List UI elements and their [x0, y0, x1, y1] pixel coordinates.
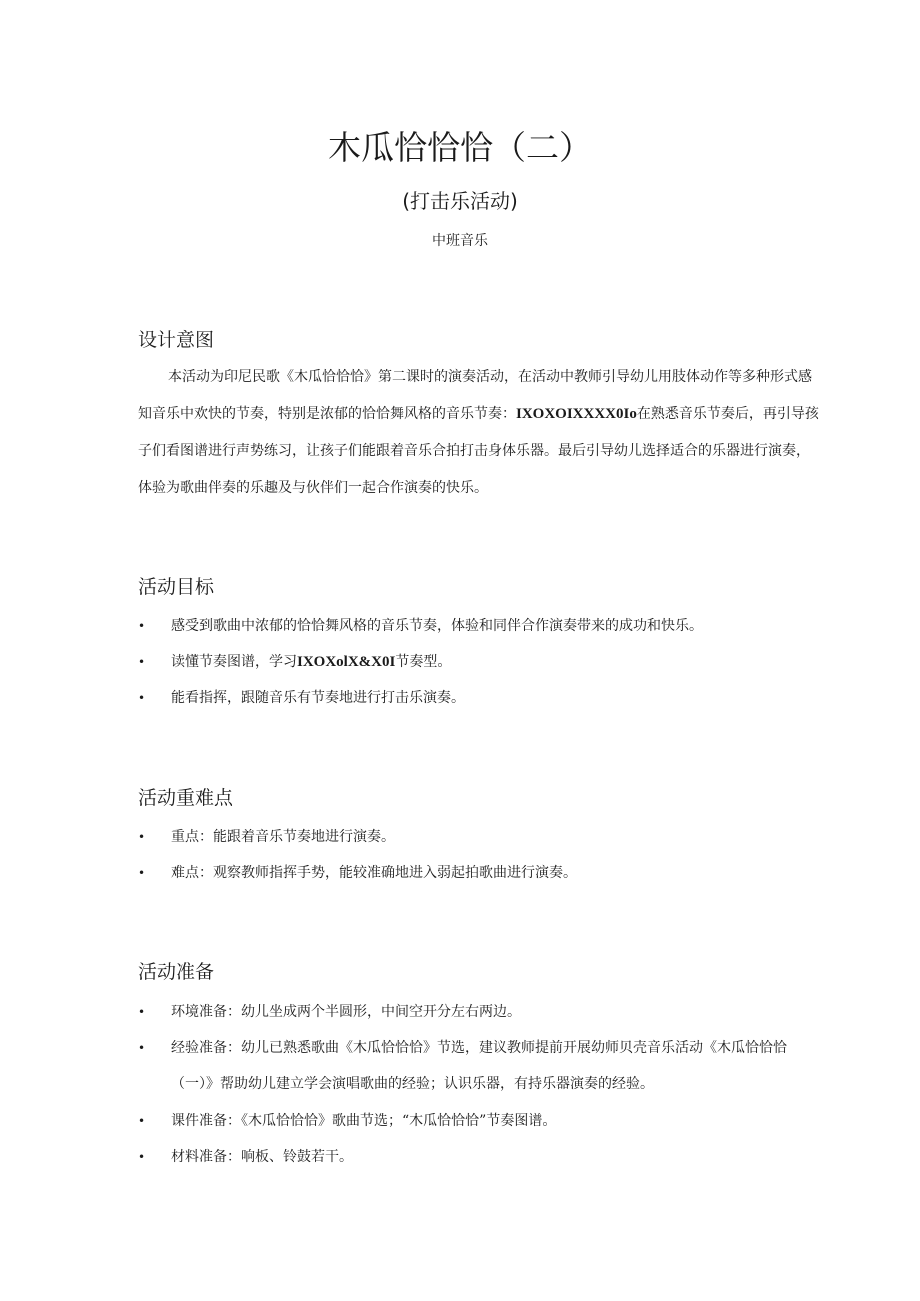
document-category: 中班音乐 — [432, 233, 488, 249]
section-heading-design: 设计意图 — [138, 329, 215, 351]
keypoint-item-text: 重点：能跟着音乐节奏地进行演奏。 — [171, 829, 395, 845]
prep-item — [138, 1103, 822, 1139]
document-subtitle: (打击乐活动) — [402, 189, 518, 213]
section-heading-goals: 活动目标 — [138, 576, 215, 598]
bullet-icon: • — [138, 691, 146, 705]
bullet-icon: • — [138, 1005, 146, 1019]
prep-item — [138, 1030, 822, 1102]
goal-item — [138, 608, 822, 644]
prep-item-text: 环境准备：幼儿坐成两个半圆形，中间空开分左右两边。 — [171, 1004, 521, 1020]
goal-item — [138, 680, 822, 716]
prep-item-text: 经验准备：幼儿已熟悉歌曲《木瓜恰恰恰》节选，建议教师提前开展幼师贝壳音乐活动《木瓜恰恰恰（一）》帮助幼儿建立学会演唱歌曲的经验；认识乐器，有持乐器演奏的经验。 — [171, 1040, 787, 1092]
bullet-icon: • — [138, 830, 146, 844]
bullet-icon: • — [138, 1114, 146, 1128]
design-paragraph — [138, 359, 822, 507]
design-rhythm: IXOXOIXXXX0Io — [516, 406, 637, 422]
goal-item-text — [171, 644, 822, 680]
design-text-part1: 本活动为印尼民歌《木瓜恰恰恰》第二课时的演奏活动，在活动中教师引导幼儿用肢体动作等多种形式感知音乐中欢快的节奏，特别是浓郁的恰恰舞风格的音乐节奏： — [138, 369, 812, 422]
section-heading-prep: 活动准备 — [138, 961, 215, 983]
bullet-icon: • — [138, 619, 146, 633]
prep-item-text: 课件准备：《木瓜恰恰恰》歌曲节选；“木瓜恰恰恰”节奏图谱。 — [171, 1113, 557, 1129]
prep-item — [138, 1139, 822, 1175]
goal-item-text: 能看指挥，跟随音乐有节奏地进行打击乐演奏。 — [171, 690, 465, 706]
keypoint-item — [138, 855, 822, 891]
prep-item — [138, 994, 822, 1030]
document-title: 木瓜恰恰恰（二） — [328, 128, 592, 167]
design-text-part2: 在熟悉音乐节奏后，再引导孩子们看图谱进行声势练习，让孩子们能跟着音乐合拍打击身体乐器。最后引导幼儿选择适合的乐器进行演奏，体验为歌曲伴奏的乐趣及与伙伴们一起合作演奏的快乐。 — [138, 406, 819, 496]
goal-item-text-suffix: 节奏型。 — [395, 654, 452, 670]
bullet-icon: • — [138, 866, 146, 880]
bullet-icon: • — [138, 655, 146, 669]
goal-rhythm: IXOXolX&X0I — [297, 654, 396, 670]
section-heading-keypoints: 活动重难点 — [138, 787, 234, 809]
bullet-icon: • — [138, 1041, 146, 1055]
bullet-icon: • — [138, 1150, 146, 1164]
keypoint-item — [138, 819, 822, 855]
goal-item-text: 感受到歌曲中浓郁的恰恰舞风格的音乐节奏，体验和同伴合作演奏带来的成功和快乐。 — [171, 618, 703, 634]
keypoint-item-text: 难点：观察教师指挥手势，能较准确地进入弱起拍歌曲进行演奏。 — [171, 865, 577, 881]
prep-item-text: 材料准备：响板、铃鼓若干。 — [171, 1149, 353, 1165]
goal-item-text-prefix: 读懂节奏图谱，学习 — [171, 654, 297, 670]
goal-item — [138, 644, 822, 680]
